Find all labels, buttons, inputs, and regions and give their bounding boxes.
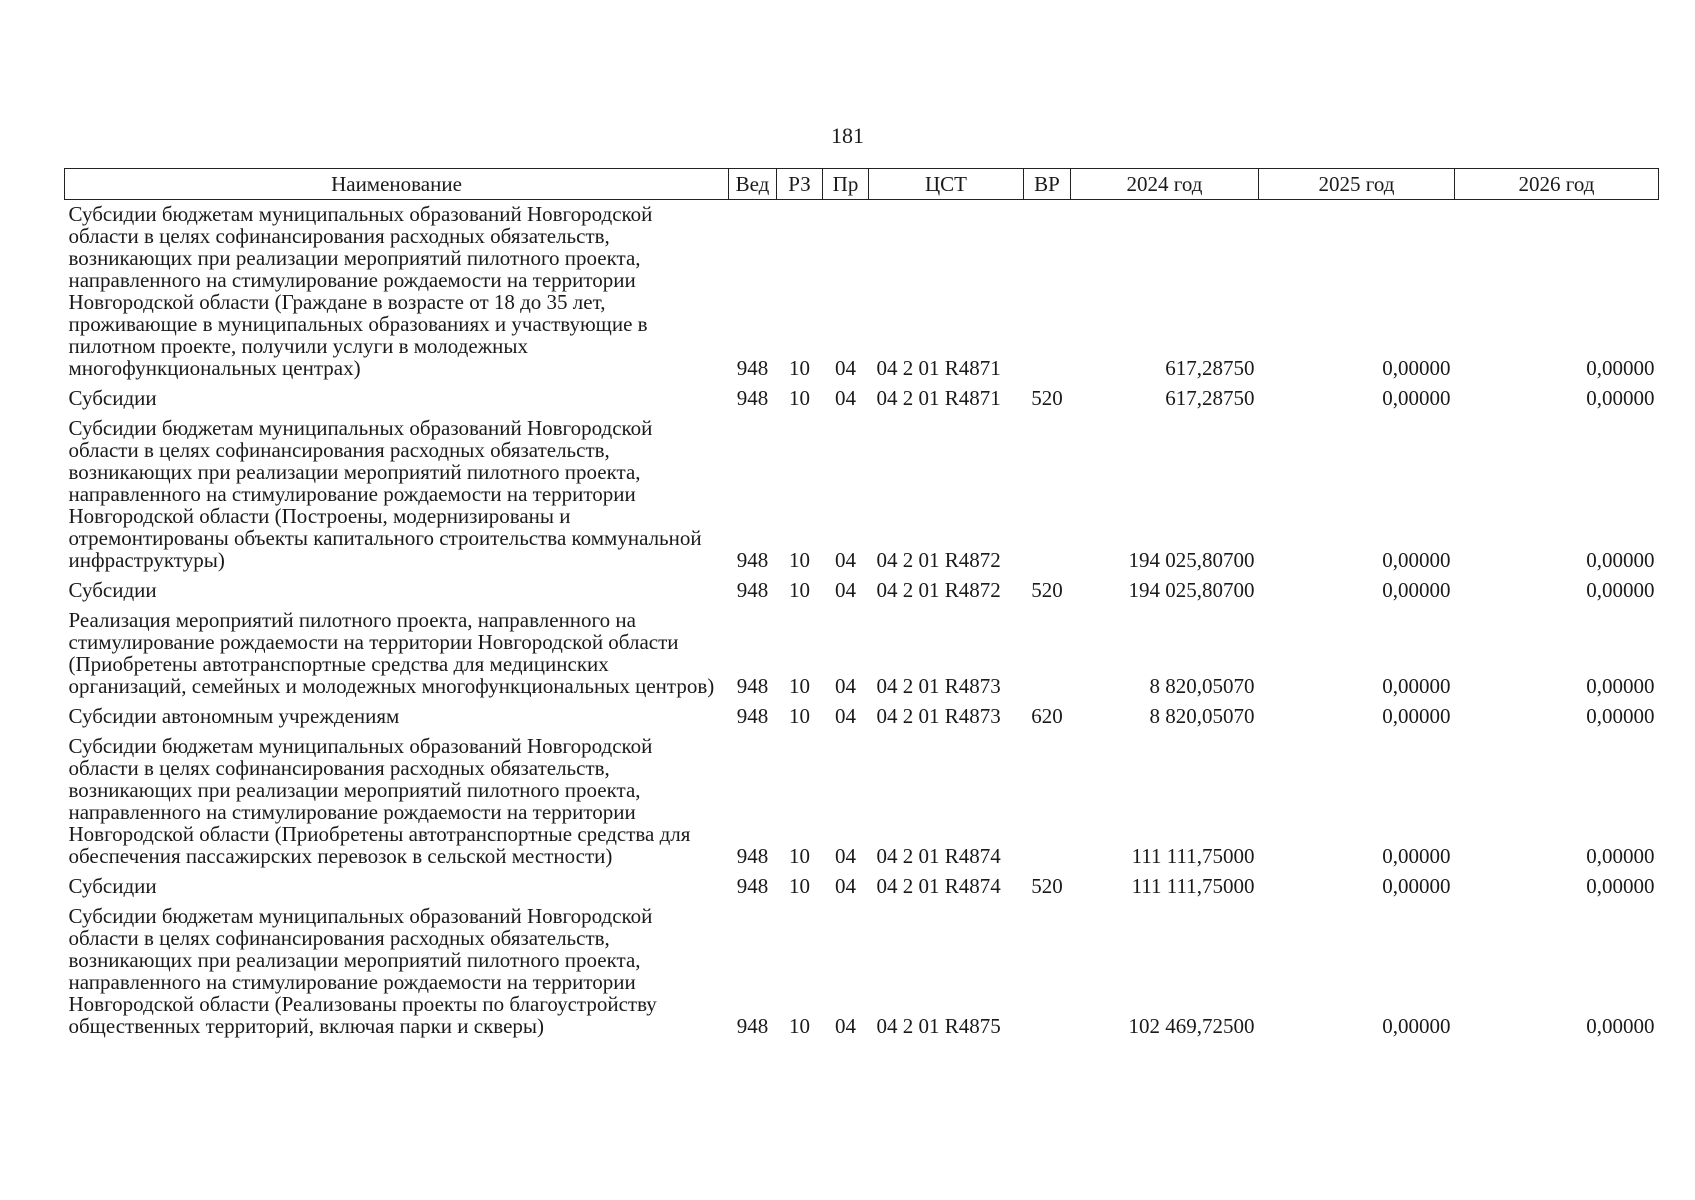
row-amount-2025: 0,00000 bbox=[1382, 874, 1451, 898]
row-pr: 04 bbox=[835, 674, 856, 698]
page-number: 181 bbox=[831, 123, 864, 148]
row-amount-2026: 0,00000 bbox=[1586, 874, 1655, 898]
row-amount-2025: 0,00000 bbox=[1382, 356, 1451, 380]
row-pr: 04 bbox=[835, 844, 856, 868]
row-rz: 10 bbox=[789, 874, 810, 898]
table-row bbox=[65, 702, 1659, 732]
row-amount-2024: 194 025,80700 bbox=[1128, 578, 1255, 602]
row-cst: 04 2 01 R4872 bbox=[876, 578, 1001, 602]
row-rz: 10 bbox=[789, 704, 810, 728]
row-amount-2024: 102 469,72500 bbox=[1128, 1014, 1255, 1038]
row-pr: 04 bbox=[835, 874, 856, 898]
header-ved: Вед bbox=[729, 169, 777, 200]
table-body bbox=[65, 200, 1659, 1043]
row-amount-2026: 0,00000 bbox=[1586, 704, 1655, 728]
row-amount-2026: 0,00000 bbox=[1586, 674, 1655, 698]
row-rz: 10 bbox=[789, 578, 810, 602]
row-vr bbox=[1024, 414, 1071, 576]
row-name: Субсидии бюджетам муниципальных образований Новгородской области в целях софинансирования расходных обязательств, возникающих при реализации мероприятий пилотного проекта, направленного на стимулирование рождаемости на территории Новгородской области (Граждане в возрасте от 18 до 35 лет, проживающие в муниципальных образованиях и участвующие в пилотном проекте, получили услуги в молодежных многофункциональных центрах) bbox=[68, 202, 653, 380]
row-ved: 948 bbox=[736, 874, 769, 898]
row-vr bbox=[1024, 902, 1071, 1042]
table-row bbox=[65, 576, 1659, 606]
header-rz: РЗ bbox=[777, 169, 823, 200]
row-cst: 04 2 01 R4873 bbox=[876, 704, 1001, 728]
row-ved: 948 bbox=[736, 704, 769, 728]
row-amount-2026: 0,00000 bbox=[1586, 548, 1655, 572]
row-pr: 04 bbox=[835, 356, 856, 380]
row-rz: 10 bbox=[789, 356, 810, 380]
row-amount-2025: 0,00000 bbox=[1382, 704, 1451, 728]
row-name: Субсидии бюджетам муниципальных образований Новгородской области в целях софинансирования расходных обязательств, возникающих при реализации мероприятий пилотного проекта, направленного на стимулирование рождаемости на территории Новгородской области (Приобретены автотранспортные средства для обеспечения пассажирских перевозок в сельской местности) bbox=[68, 734, 691, 868]
table-row bbox=[65, 200, 1659, 385]
row-ved: 948 bbox=[736, 844, 769, 868]
header-vr: ВР bbox=[1024, 169, 1071, 200]
row-amount-2024: 111 111,75000 bbox=[1131, 844, 1255, 868]
table-row bbox=[65, 732, 1659, 872]
row-name: Субсидии бюджетам муниципальных образований Новгородской области в целях софинансирования расходных обязательств, возникающих при реализации мероприятий пилотного проекта, направленного на стимулирование рождаемости на территории Новгородской области (Реализованы проекты по благоустройству общественных территорий, включая парки и скверы) bbox=[68, 904, 657, 1038]
budget-table bbox=[64, 168, 1659, 1042]
row-pr: 04 bbox=[835, 1014, 856, 1038]
header-2024: 2024 год bbox=[1071, 169, 1259, 200]
row-ved: 948 bbox=[736, 674, 769, 698]
row-amount-2025: 0,00000 bbox=[1382, 386, 1451, 410]
row-name: Субсидии bbox=[68, 874, 157, 898]
header-cst: ЦСТ bbox=[869, 169, 1024, 200]
row-cst: 04 2 01 R4874 bbox=[876, 874, 1001, 898]
table-row bbox=[65, 606, 1659, 702]
row-pr: 04 bbox=[835, 578, 856, 602]
row-vr: 520 bbox=[1031, 386, 1063, 410]
row-amount-2025: 0,00000 bbox=[1382, 578, 1451, 602]
row-amount-2026: 0,00000 bbox=[1586, 356, 1655, 380]
header-2025: 2025 год bbox=[1259, 169, 1455, 200]
row-name: Субсидии bbox=[68, 578, 157, 602]
row-vr bbox=[1024, 732, 1071, 872]
row-name: Субсидии автономным учреждениям bbox=[68, 704, 400, 728]
row-pr: 04 bbox=[835, 704, 856, 728]
table-header bbox=[65, 169, 1659, 200]
row-cst: 04 2 01 R4874 bbox=[876, 844, 1001, 868]
row-ved: 948 bbox=[736, 578, 769, 602]
row-pr: 04 bbox=[835, 548, 856, 572]
row-name: Субсидии бюджетам муниципальных образований Новгородской области в целях софинансирования расходных обязательств, возникающих при реализации мероприятий пилотного проекта, направленного на стимулирование рождаемости на территории Новгородской области (Построены, модернизированы и отремонтированы объекты капитального строительства коммунальной инфраструктуры) bbox=[68, 416, 702, 572]
row-amount-2025: 0,00000 bbox=[1382, 1014, 1451, 1038]
table-row bbox=[65, 902, 1659, 1042]
row-amount-2026: 0,00000 bbox=[1586, 578, 1655, 602]
table-row bbox=[65, 872, 1659, 902]
row-amount-2024: 617,28750 bbox=[1165, 356, 1255, 380]
row-amount-2026: 0,00000 bbox=[1586, 386, 1655, 410]
row-amount-2024: 111 111,75000 bbox=[1131, 874, 1255, 898]
table-row bbox=[65, 414, 1659, 576]
row-vr: 520 bbox=[1031, 578, 1063, 602]
row-rz: 10 bbox=[789, 386, 810, 410]
row-pr: 04 bbox=[835, 386, 856, 410]
row-amount-2024: 617,28750 bbox=[1165, 386, 1255, 410]
row-vr: 620 bbox=[1031, 704, 1063, 728]
row-cst: 04 2 01 R4871 bbox=[876, 386, 1001, 410]
table-row bbox=[65, 384, 1659, 414]
row-vr bbox=[1024, 606, 1071, 702]
header-row bbox=[65, 169, 1659, 200]
budget-table-container bbox=[64, 168, 1658, 1042]
row-name: Субсидии bbox=[68, 386, 157, 410]
row-amount-2024: 194 025,80700 bbox=[1128, 548, 1255, 572]
row-amount-2025: 0,00000 bbox=[1382, 844, 1451, 868]
row-rz: 10 bbox=[789, 548, 810, 572]
row-rz: 10 bbox=[789, 1014, 810, 1038]
header-2026: 2026 год bbox=[1455, 169, 1659, 200]
row-vr: 520 bbox=[1031, 874, 1063, 898]
header-pr: Пр bbox=[823, 169, 869, 200]
row-amount-2026: 0,00000 bbox=[1586, 844, 1655, 868]
row-vr bbox=[1024, 200, 1071, 385]
row-ved: 948 bbox=[736, 386, 769, 410]
row-cst: 04 2 01 R4872 bbox=[876, 548, 1001, 572]
row-ved: 948 bbox=[736, 356, 769, 380]
row-rz: 10 bbox=[789, 844, 810, 868]
row-ved: 948 bbox=[736, 1014, 769, 1038]
row-cst: 04 2 01 R4871 bbox=[876, 356, 1001, 380]
row-amount-2024: 8 820,05070 bbox=[1149, 704, 1255, 728]
row-amount-2024: 8 820,05070 bbox=[1149, 674, 1255, 698]
row-cst: 04 2 01 R4873 bbox=[876, 674, 1001, 698]
row-amount-2025: 0,00000 bbox=[1382, 548, 1451, 572]
row-amount-2025: 0,00000 bbox=[1382, 674, 1451, 698]
row-cst: 04 2 01 R4875 bbox=[876, 1014, 1001, 1038]
row-name: Реализация мероприятий пилотного проекта, направленного на стимулирование рождаемости на территории Новгородской области (Приобретены автотранспортные средства для медицинских организаций, семейных и молодежных многофункциональных центров) bbox=[68, 608, 715, 698]
header-name: Наименование bbox=[65, 169, 729, 200]
row-rz: 10 bbox=[789, 674, 810, 698]
row-amount-2026: 0,00000 bbox=[1586, 1014, 1655, 1038]
row-ved: 948 bbox=[736, 548, 769, 572]
